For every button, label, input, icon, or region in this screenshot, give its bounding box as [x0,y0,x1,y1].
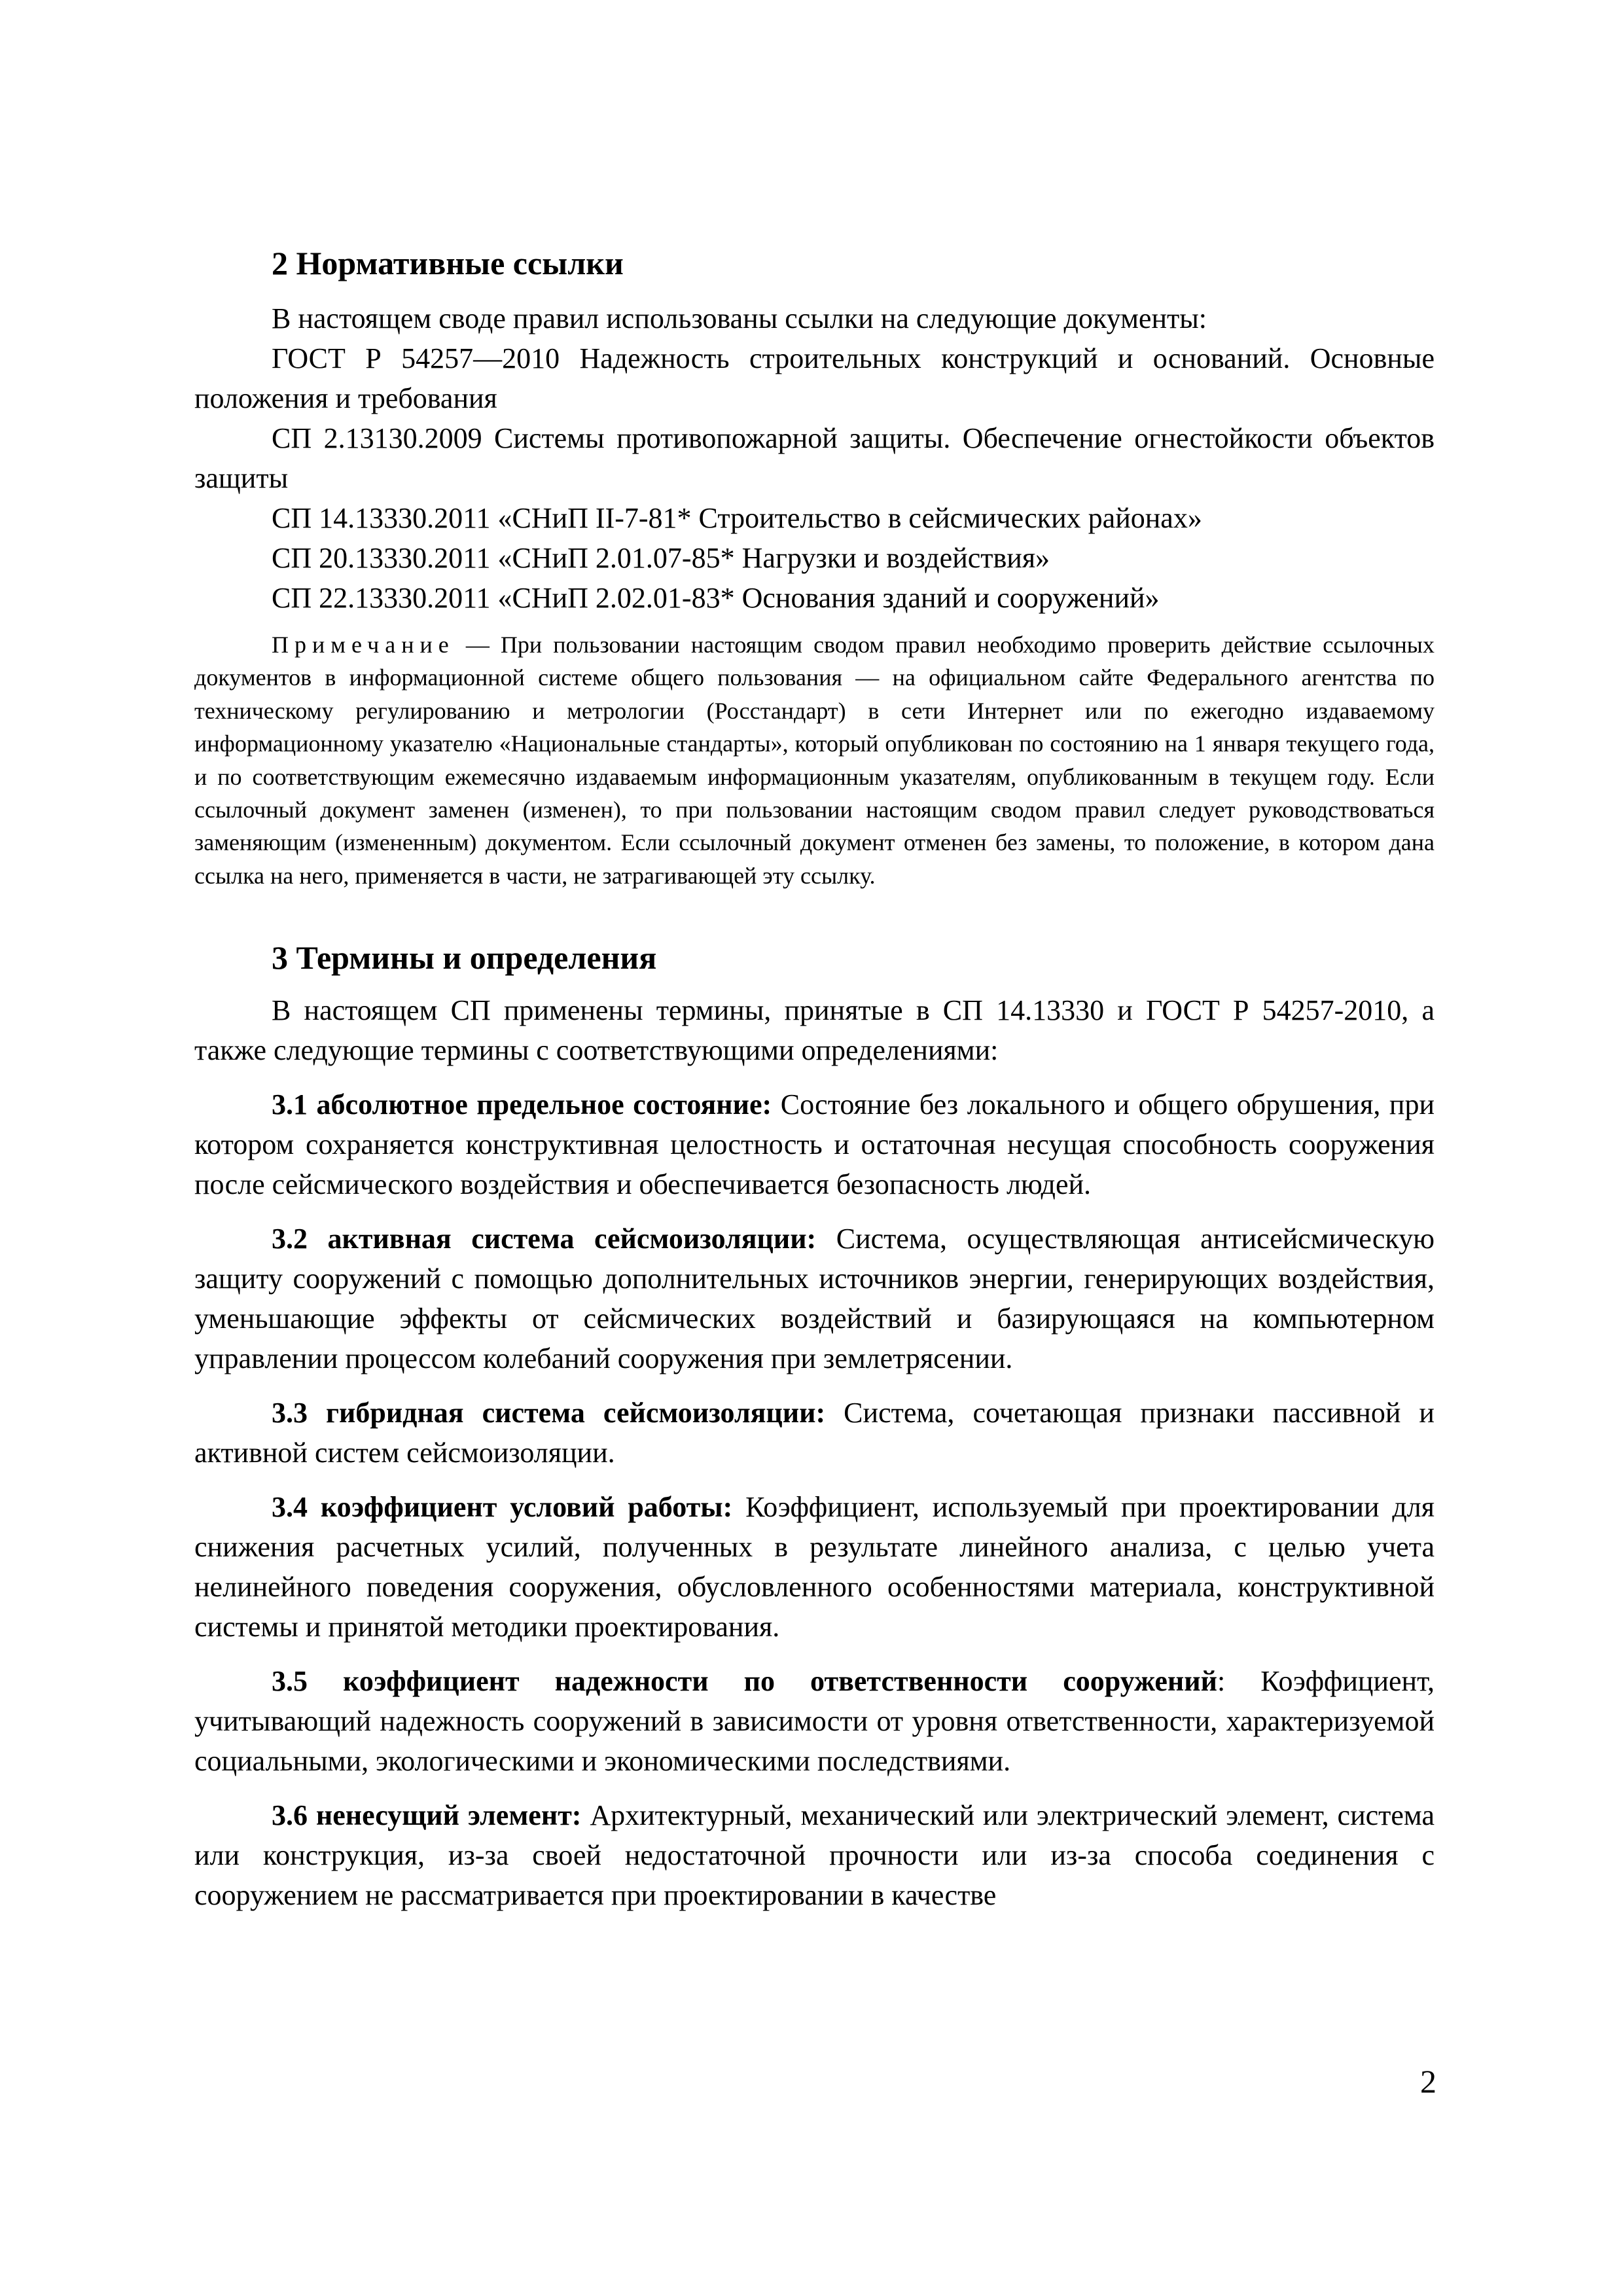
term-definition: Система, осуществляющая антисейсмическую защиту сооружений с помощью дополнительных источников энергии, генерирующих воздействия, уменьшающие эффекты от сейсмических воздействий и базирующаяся на компьютерном управлении процессом колебаний сооружения при землетрясении. [194,1223,1435,1375]
term-item [194,1795,1435,1915]
term-definition: Состояние без локального и общего обрушения, при котором сохраняется конструктивная целостность и остаточная несущая способность сооружения после сейсмического воздействия и обеспечивается безопасность людей. [194,1088,1435,1201]
term-item [194,1085,1435,1204]
term-title: 3.6 ненесущий элемент: [272,1799,582,1832]
term-definition: Архитектурный, механический или электрический элемент, система или конструкция, из-за своей недостаточной прочности или из-за способа соединения с сооружением не рассматривается при проектировании в качестве [194,1799,1435,1912]
reference-item: СП 22.13330.2011 «СНиП 2.02.01-83* Основания зданий и сооружений» [272,582,1160,614]
note-text: — При пользовании настоящим сводом правил необходимо проверить действие ссылочных документов в информационной системе общего пользования — на официальном сайте Федерального агентства по техническому регулированию и метрологии (Росстандарт) в сети Интернет или по ежегодно издаваемому информационному указателю «Национальные стандарты», который опубликован по состоянию на 1 января текущего года, и по соответствующим ежемесячно издаваемым информационным указателям, опубликованным в текущем году. Если ссылочный документ заменен (изменен), то при пользовании настоящим сводом правил следует руководствоваться заменяющим (измененным) документом. Если ссылочный документ отменен без замены, то положение, в котором дана ссылка на него, применяется в части, не затрагивающей эту ссылку. [194,632,1435,889]
section-2-heading: 2 Нормативные ссылки [272,245,624,281]
term-definition: Система, сочетающая признаки пассивной и активной систем сейсмоизоляции. [194,1397,1435,1469]
term-title: 3.5 коэффициент надежности по ответственности сооружений [272,1665,1217,1698]
term-title: 3.1 абсолютное предельное состояние: [272,1088,772,1121]
term-title: 3.4 коэффициент условий работы: [272,1491,733,1524]
note-label: Примечание [272,632,455,658]
term-item [194,1661,1435,1781]
references-list [194,338,1435,618]
page-content [194,243,1435,1915]
section-3-intro: В настоящем СП применены термины, принятые в СП 14.13330 и ГОСТ Р 54257-2010, а также следующие термины с соответствующими определениями: [194,994,1435,1067]
section-3-heading: 3 Термины и определения [272,939,657,977]
term-item [194,1487,1435,1647]
term-definition: Коэффициент, используемый при проектировании для снижения расчетных усилий, полученных в результате линейного анализа, с целью учета нелинейного поведения сооружения, обусловленного особенностями материала, конструктивной системы и принятой методики проектирования. [194,1491,1435,1643]
reference-item: ГОСТ Р 54257—2010 Надежность строительных конструкций и оснований. Основные положения и требования [194,342,1435,414]
terms-list [194,1085,1435,1915]
reference-item: СП 20.13330.2011 «СНиП 2.01.07-85* Нагрузки и воздействия» [272,542,1050,574]
term-title: 3.3 гибридная система сейсмоизоляции: [272,1397,826,1429]
section-2-intro: В настоящем своде правил использованы ссылки на следующие документы: [272,302,1207,334]
term-title: 3.2 активная система сейсмоизоляции: [272,1223,817,1255]
term-definition: : Коэффициент, учитывающий надежность сооружений в зависимости от уровня ответственности, характеризуемой социальными, экологическими и экономическими последствиями. [194,1665,1435,1778]
page-number: 2 [1420,2063,1436,2100]
reference-item: СП 2.13130.2009 Системы противопожарной защиты. Обеспечение огнестойкости объектов защиты [194,422,1435,494]
reference-item: СП 14.13330.2011 «СНиП II-7-81* Строительство в сейсмических районах» [272,502,1202,534]
note-paragraph [194,628,1435,892]
term-item [194,1393,1435,1473]
term-item [194,1219,1435,1378]
